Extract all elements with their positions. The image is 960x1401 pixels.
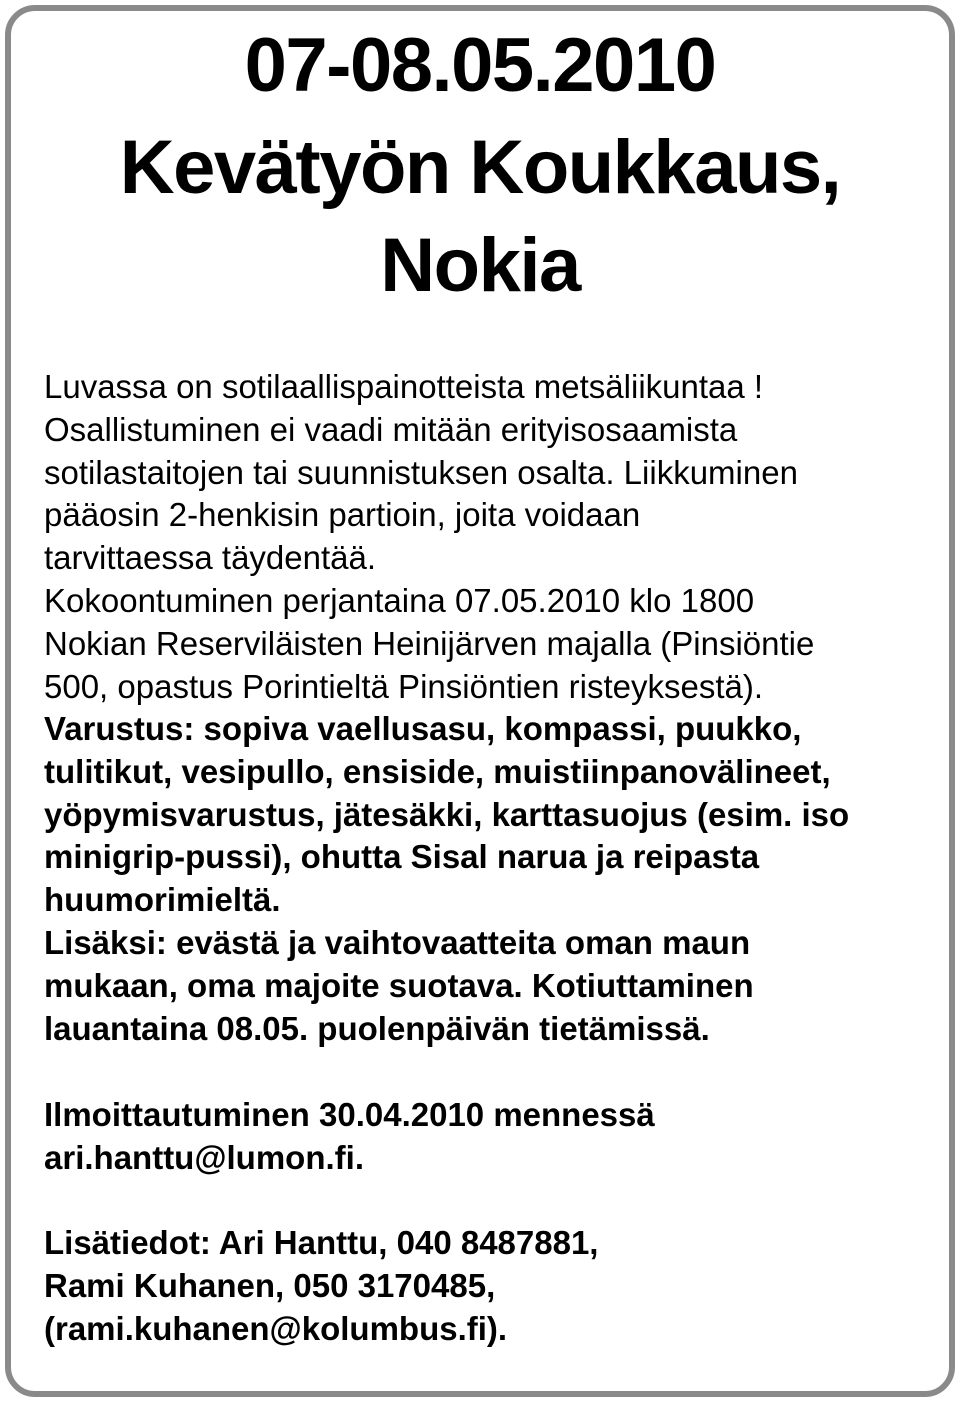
- meeting-location-line: Nokian Reserviläisten Heinijärven majalla (Pinsiöntie: [44, 624, 815, 662]
- intro-line: Osallistuminen ei vaadi mitään erityisosaamista: [44, 410, 738, 448]
- contact-line-ari: Lisätiedot: Ari Hanttu, 040 8487881,: [44, 1224, 599, 1261]
- contact-email-rami: (rami.kuhanen@kolumbus.fi).: [44, 1309, 508, 1347]
- equipment-line: huumorimieltä.: [44, 881, 281, 919]
- extras-line: mukaan, oma majoite suotava. Kotiuttaminen: [44, 966, 754, 1004]
- event-date-title: 07-08.05.2010: [244, 23, 716, 108]
- intro-line: Luvassa on sotilaallispainotteista metsäliikuntaa !: [44, 368, 764, 405]
- event-location-title: Nokia: [380, 223, 580, 308]
- contact-line-rami: Rami Kuhanen, 050 3170485,: [44, 1266, 496, 1304]
- equipment-line: minigrip-pussi), ohutta Sisal narua ja reipasta: [44, 838, 760, 876]
- meeting-line: Kokoontuminen perjantaina 07.05.2010 klo 1800: [44, 581, 755, 619]
- intro-line: pääosin 2-henkisin partioin, joita voidaan: [44, 496, 641, 534]
- equipment-line: tulitikut, vesipullo, ensiside, muistiinpanovälineet,: [44, 752, 831, 790]
- intro-paragraph: [44, 366, 924, 708]
- equipment-line: Varustus: sopiva vaellusasu, kompassi, puukko,: [44, 710, 802, 747]
- equipment-line: yöpymisvarustus, jätesäkki, karttasuojus (esim. iso: [44, 795, 850, 833]
- equipment-paragraph: [44, 708, 924, 1050]
- intro-line: sotilastaitojen tai suunnistuksen osalta. Liikkuminen: [44, 453, 798, 491]
- registration-email: ari.hanttu@lumon.fi.: [44, 1138, 364, 1176]
- registration-deadline: Ilmoittautuminen 30.04.2010 mennessä: [44, 1096, 655, 1133]
- registration-paragraph: [44, 1094, 924, 1180]
- contact-paragraph: [44, 1222, 924, 1350]
- intro-line: tarvittaessa täydentää.: [44, 539, 377, 577]
- event-name-title: Kevätyön Koukkaus,: [119, 125, 841, 210]
- extras-line: Lisäksi: evästä ja vaihtovaatteita oman maun: [44, 923, 751, 961]
- return-line: lauantaina 08.05. puolenpäivän tietämissä.: [44, 1009, 710, 1047]
- meeting-directions-line: 500, opastus Porintieltä Pinsiöntien risteyksestä).: [44, 667, 764, 705]
